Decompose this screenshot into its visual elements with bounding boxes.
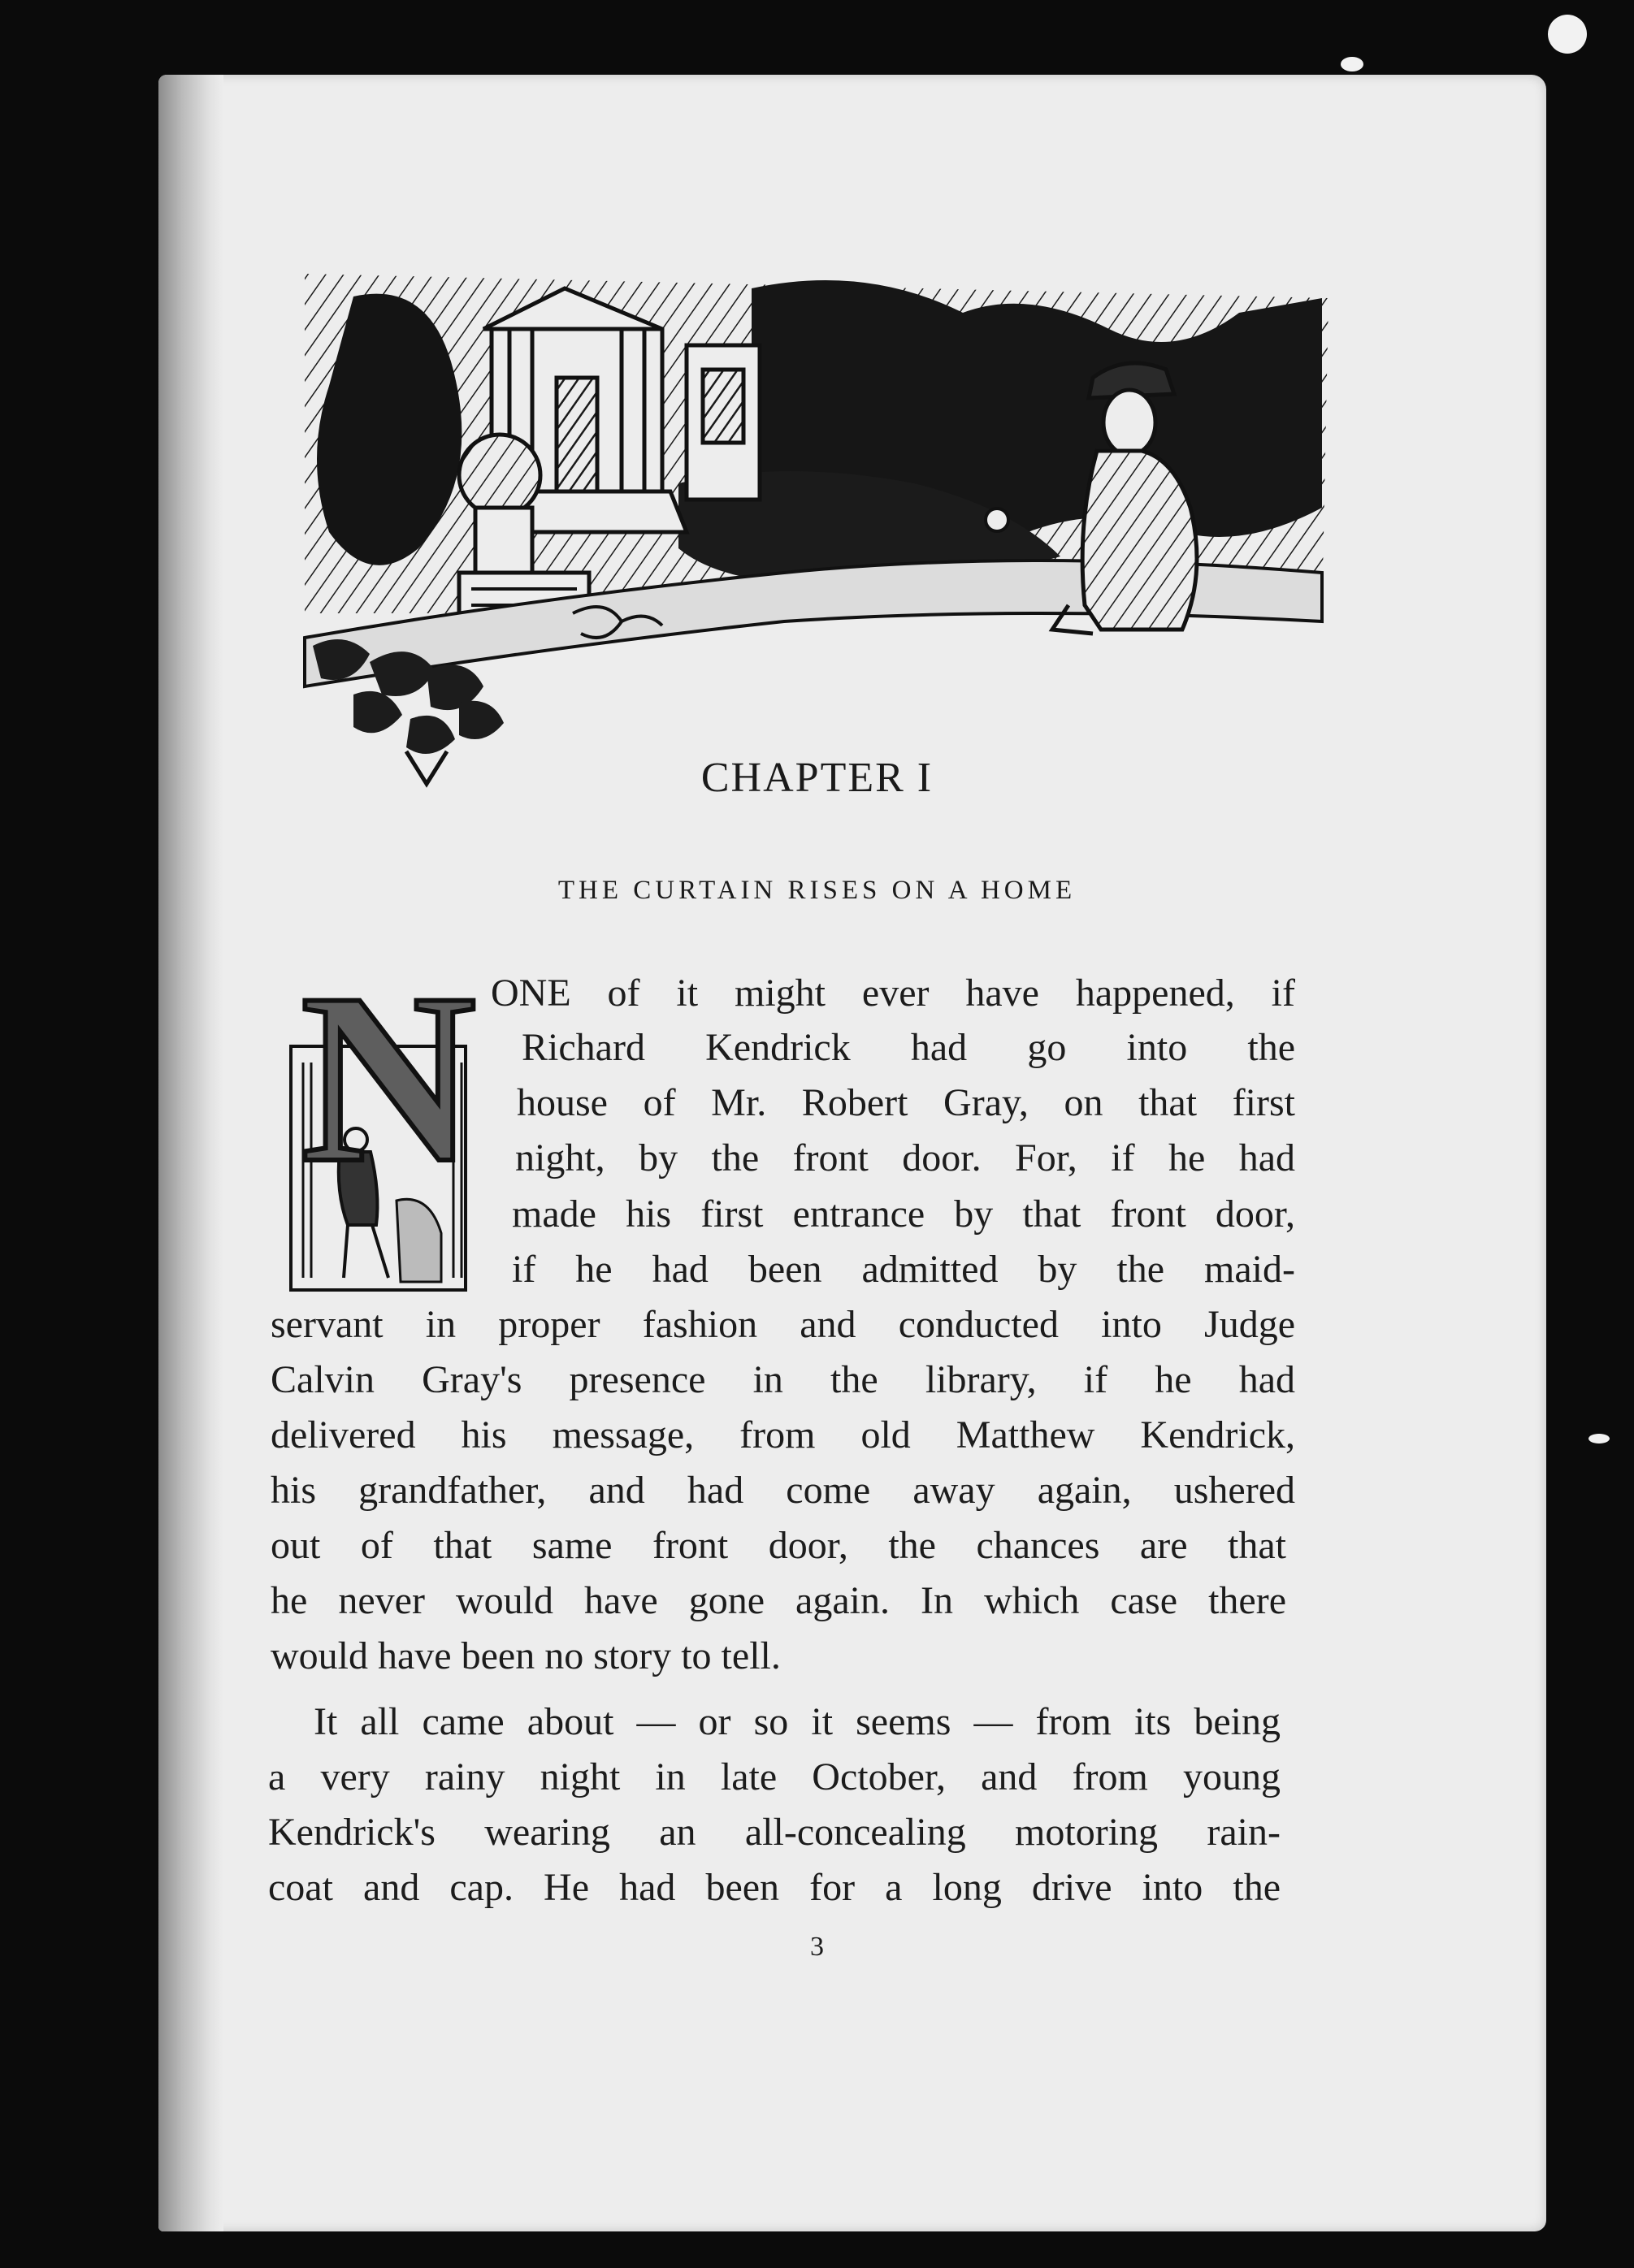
- chapter-subtitle: THE CURTAIN RISES ON A HOME: [557, 876, 1077, 905]
- body-line: coat and cap. He had been for a long drive into the: [268, 1866, 1281, 1909]
- drop-cap-n: [267, 957, 510, 1298]
- page-number: 3: [810, 1932, 824, 1962]
- body-line: Kendrick's wearing an all-concealing motoring rain-: [268, 1811, 1281, 1854]
- body-line: Calvin Gray's presence in the library, if he had: [271, 1358, 1295, 1401]
- body-line: would have been no story to tell.: [271, 1634, 781, 1677]
- body-line: delivered his message, from old Matthew Kendrick,: [271, 1413, 1295, 1456]
- body-line: a very rainy night in late October, and from young: [268, 1755, 1281, 1798]
- body-line: out of that same front door, the chances are that: [271, 1524, 1286, 1567]
- page-gutter-shadow: [158, 75, 223, 2231]
- body-line: ONE of it might ever have happened, if: [491, 972, 1295, 1015]
- body-line: house of Mr. Robert Gray, on that first: [517, 1081, 1295, 1124]
- body-line: made his first entrance by that front door,: [512, 1192, 1295, 1236]
- chapter-title: CHAPTER I: [700, 755, 934, 801]
- dust-speck: [1341, 57, 1363, 71]
- body-line: It all came about — or so it seems — from its being: [314, 1700, 1281, 1743]
- body-line: his grandfather, and had come away again, ushered: [271, 1469, 1295, 1512]
- dust-speck: [1548, 15, 1587, 54]
- body-line: servant in proper fashion and conducted into Judge: [271, 1303, 1295, 1346]
- body-line: he never would have gone again. In which case there: [271, 1579, 1286, 1622]
- drop-cap-letter: N: [300, 957, 477, 1213]
- dust-speck: [1588, 1434, 1610, 1443]
- chapter-illustration: [297, 264, 1328, 792]
- body-line: if he had been admitted by the maid-: [512, 1248, 1295, 1291]
- body-line: Richard Kendrick had go into the: [522, 1026, 1295, 1069]
- body-line: night, by the front door. For, if he had: [515, 1136, 1295, 1179]
